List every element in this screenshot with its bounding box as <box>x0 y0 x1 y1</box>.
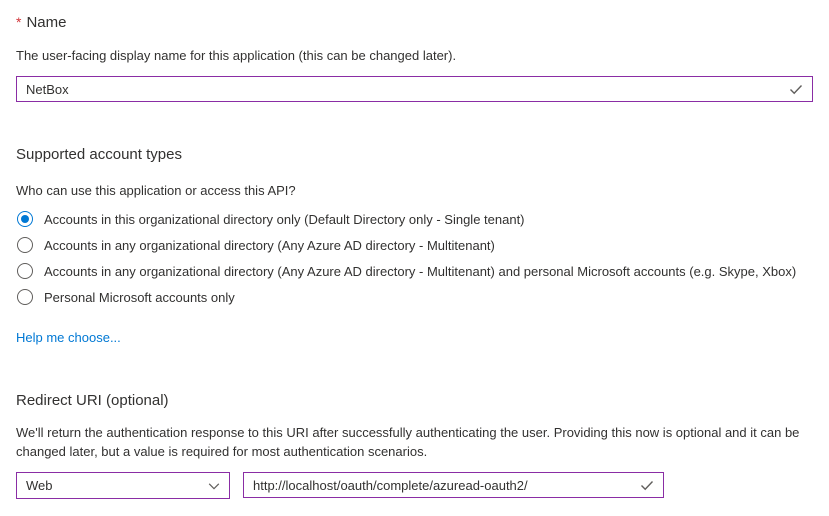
radio-button-icon[interactable] <box>17 211 33 227</box>
name-description: The user-facing display name for this application (this can be changed later). <box>16 48 457 63</box>
name-input[interactable] <box>17 82 812 97</box>
radio-option-multitenant-personal[interactable] <box>16 258 813 284</box>
name-label <box>16 12 813 33</box>
radio-option-label: Accounts in this organizational directory only (Default Directory only - Single tenant) <box>44 211 525 227</box>
redirect-uri-input[interactable] <box>244 478 663 493</box>
required-asterisk: * <box>16 14 22 30</box>
radio-option-multitenant[interactable] <box>16 232 813 258</box>
radio-button-icon[interactable] <box>17 263 33 279</box>
radio-button-icon[interactable] <box>17 289 33 305</box>
name-label-text: Name <box>26 14 67 31</box>
section-heading-redirect-uri: Redirect URI (optional) <box>16 392 169 409</box>
radio-option-label: Accounts in any organizational directory (Any Azure AD directory - Multitenant) <box>44 237 495 253</box>
redirect-uri-controls <box>16 472 813 499</box>
section-heading-supported-account-types: Supported account types <box>16 146 182 163</box>
platform-select[interactable] <box>16 472 230 499</box>
name-field-container <box>16 76 813 102</box>
platform-select-value: Web <box>26 478 53 493</box>
help-me-choose-link[interactable]: Help me choose... <box>16 330 121 345</box>
radio-button-icon[interactable] <box>17 237 33 253</box>
account-types-question: Who can use this application or access this API? <box>16 183 296 198</box>
redirect-uri-field-container <box>243 472 664 498</box>
radio-option-label: Accounts in any organizational directory (Any Azure AD directory - Multitenant) and personal Microsoft accounts (e.g. Skype, Xbox) <box>44 263 797 279</box>
chevron-down-icon <box>207 479 221 493</box>
radio-option-personal-only[interactable] <box>16 284 813 310</box>
redirect-uri-description: We'll return the authentication response to this URI after successfully authenticating the user. Providing this now is optional and it can be changed later, but a value is required for most authentication scenarios. <box>16 425 800 459</box>
account-types-radio-group <box>16 206 813 310</box>
radio-option-label: Personal Microsoft accounts only <box>44 289 235 305</box>
radio-option-single-tenant[interactable] <box>16 206 813 232</box>
